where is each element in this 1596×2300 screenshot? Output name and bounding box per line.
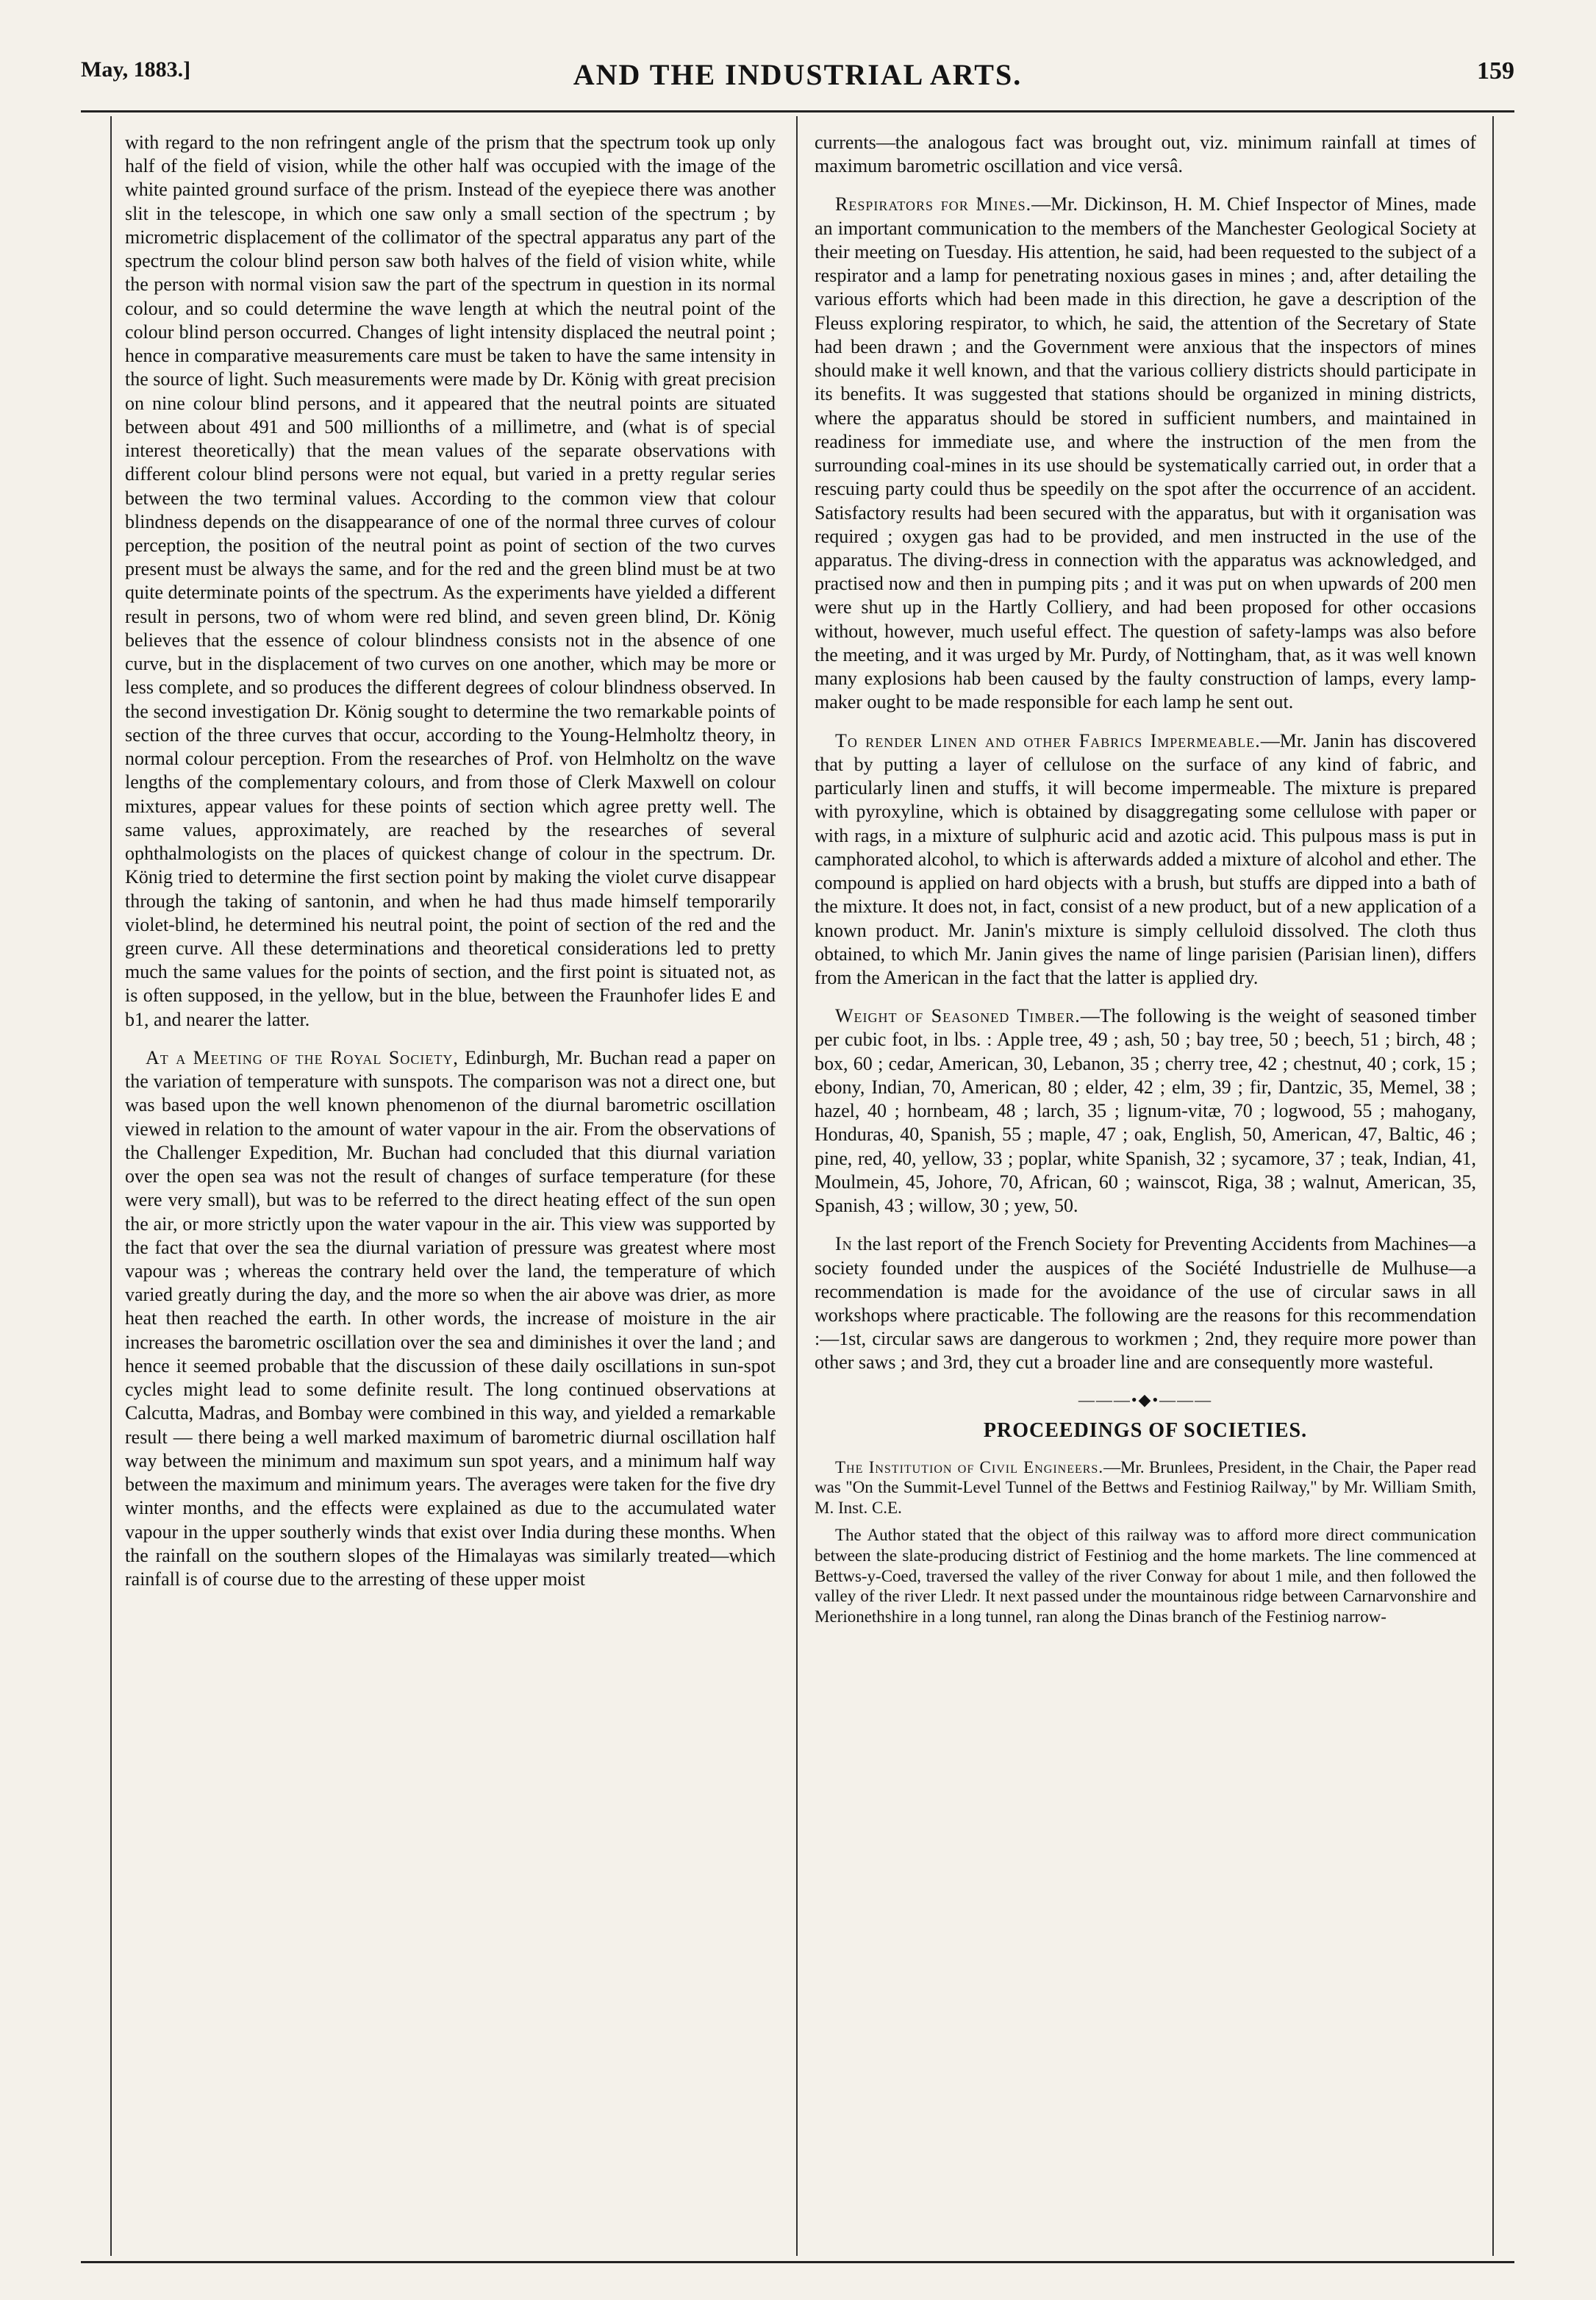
column-divider (796, 116, 798, 2256)
royal-society-body: Edinburgh, Mr. Buchan read a paper on the variation of temperature with sunspots. The comparison was not a direct one, but was based upon the well known phenomenon of the diurnal barometric oscillation viewed in relation to the amount of water vapour in the air. From the observations of the Challenger Expedition, Mr. Buchan had concluded that this diurnal variation over the open sea was not the result of changes of surface temperature (for these were very small), but was to be referred to the direct heating effect of the sun open the air, or more strictly upon the water vapour in the air. This view was supported by the fact that over the sea the diurnal variation of pressure was greatest where most vapour was ; whereas the contrary held over the land, the temperature of which varied greatly during the day, and the more so when the air above was drier, as more heat then reached the earth. In other words, the increase of moisture in the air increases the barometric oscillation over the sea and diminishes it over the land ; and hence it seemed probable that the discussion of these daily oscillations in sun-spot cycles might lead to some definite result. The long continued observations at Calcutta, Madras, and Bombay were combined in this way, and yielded a remarkable result — there being a well marked maximum of barometric diurnal oscillation half way between the minimum and maximum sun spot years, and a minimum half way between the maximum and minimum years. The averages were taken for the five dry winter months, and the effects were explained as due to the accumulated water vapour in the upper southerly winds that exist over India during these months. When the rainfall on the southern slopes of the Himalayas was similarly treated—which rainfall is of course due to the arresting of these upper moist (125, 1046, 776, 1590)
section-title: PROCEEDINGS OF SOCIETIES. (983, 1418, 1308, 1442)
respirators-lead: Respirators for Mines. (835, 193, 1032, 215)
proceedings-block (815, 1457, 1476, 1627)
timber-body: —The following is the weight of seasoned timber per cubic foot, in lbs. : Apple tree, 49 ; ash, 50 ; bay tree, 50 ; beech, 51 ; birch, 48 ; box, 60 ; cedar, American, 30, Lebanon, 35 ; cherry tree, 42 ; chestnut, 40 ; cork, 15 ; ebony, Indian, 70, American, 80 ; elder, 42 ; elm, 39 ; fir, Dantzic, 35, Memel, 38 ; hazel, 40 ; hornbeam, 48 ; larch, 35 ; lignum-vitæ, 70 ; logwood, 55 ; mahogany, Honduras, 40, Spanish, 55 ; maple, 47 ; oak, English, 50, American, 47, Baltic, 46 ; pine, red, 40, yellow, 33 ; poplar, white Spanish, 32 ; sycamore, 37 ; teak, Indian, 41, Moulmein, 45, Johore, 70, African, 60 ; wainscot, Riga, 38 ; walnut, American, 35, Spanish, 43 ; willow, 30 ; yew, 50. (815, 1005, 1476, 1217)
railway-paragraph: The Author stated that the object of this railway was to afford more direct communication between the slate-producing district of Festiniog and the home markets. The line commenced at Bettws-y-Coed, traversed the valley of the river Conway for about 1 mile, and then followed the valley of the river Lledr. It next passed under the mountainous ridge between Carnarvonshire and Merionethshire in a long tunnel, ran along the Dinas branch of the Festiniog narrow- (815, 1526, 1476, 1626)
civil-engineers-body: —Mr. Brunlees, President, in the Chair, the Paper read was "On the Summit-Level Tunnel of the Bettws and Festiniog Railway," by Mr. William Smith, M. Inst. C.E. (815, 1457, 1476, 1517)
seasoned-timber-paragraph (815, 1004, 1476, 1218)
right-border-line (1492, 116, 1494, 2256)
saws-lead: In (835, 1233, 853, 1255)
page-header (81, 57, 1514, 101)
royal-society-lead: At a Meeting of the Royal Society, (146, 1046, 459, 1068)
respirators-paragraph (815, 193, 1476, 714)
timber-lead: Weight of Seasoned Timber. (835, 1005, 1081, 1027)
running-title: AND THE INDUSTRIAL ARTS. (573, 58, 1023, 91)
respirators-body: —Mr. Dickinson, H. M. Chief Inspector of Mines, made an important communication to the members of the Manchester Geological Society at their meeting on Tuesday. His attention, he said, had been requested to the subject of a respirator and a lamp for penetrating noxious gases in mines ; and, after detailing the various efforts which had been made in this direction, he gave a description of the Fleuss exploring respirator, to which, he said, the attention of the Secretary of State had been drawn ; and the Government were anxious that the inspectors of mines should make it well known, and that the various colliery districts should participate in its benefits. It was suggested that stations should be organized in mining districts, where the apparatus should be stored in sufficient numbers, and maintained in readiness for immediate use, and where the instruction of the men from the surrounding coal-mines in its use should be systematically carried out, in order that a rescuing party could thus be speedily on the spot after the occurrence of an accident. Satisfactory results had been secured with the apparatus, but with it organisation was required ; oxygen gas had to be provided, and men instructed in the use of the apparatus. The diving-dress in connection with the apparatus was acknowledged, and practised now and then in pumping pits ; and it was put on when upwards of 200 men were shut up in the Hartly Colliery, and had been proposed for other occasions without, however, much useful effect. The question of safety-lamps was also before the meeting, and it was urged by Mr. Purdy, of Nottingham, that, as it was well known many explosions hab been caused by the faulty construction of lamps, every lamp-maker ought to be made responsible for each lamp he sent out. (815, 193, 1476, 713)
left-border-line (110, 116, 112, 2256)
civil-engineers-lead: The Institution of Civil Engineers. (835, 1457, 1104, 1476)
currents-paragraph: currents—the analogous fact was brought out, viz. minimum rainfall at times of maximum barometric oscillation and vice versâ. (815, 132, 1476, 177)
left-column (125, 131, 776, 2256)
header-rule (81, 110, 1514, 113)
impermeable-lead: To render Linen and other Fabrics Impermeable. (835, 729, 1261, 751)
footer-rule (81, 2261, 1514, 2263)
civil-engineers-paragraph (815, 1457, 1476, 1518)
saws-body: the last report of the French Society for Preventing Accidents from Machines—a society founded under the auspices of the Société Industrielle de Mulhuse—a recommendation is made for the avoidance of the use of circular saws in all workshops where practicable. The following are the reasons for this recommendation :—1st, circular saws are dangerous to workmen ; 2nd, they require more power than other saws ; and 3rd, they cut a broader line and are consequently more wasteful. (815, 1233, 1476, 1374)
impermeable-body: —Mr. Janin has discovered that by putting a layer of cellulose on the surface of any kind of fabric, and particularly linen and stuffs, it will become impermeable. The mixture is prepared with pyroxyline, which is obtained by disaggregating some cellulose with paper or with rags, in a mixture of sulphuric acid and azotic acid. This pulpous mass is put in camphorated alcohol, to which is afterwards added a mixture of alcohol and ether. The compound is applied on hard objects with a brush, but stuffs are dipped into a bath of the mixture. It does not, in fact, consist of a new product, but of a new application of a known product. Mr. Janin's mixture is simply celluloid dissolved. The cloth thus obtained, to which Mr. Janin gives the name of linge parisien (Parisian linen), differs from the American in the fact that the latter is applied dry. (815, 729, 1476, 988)
impermeable-fabrics-paragraph (815, 729, 1476, 990)
royal-society-paragraph (125, 1046, 776, 1591)
colour-blindness-paragraph: with regard to the non refringent angle of the prism that the spectrum took up only half of the field of vision, while the other half was occupied with the image of the white painted ground surface of the prism. Instead of the eyepiece there was another slit in the telescope, in which one saw only a small section of the spectrum ; by micrometric displacement of the collimator of the spectral apparatus any part of the spectrum the colour blind person saw both halves of the field of vision white, while the person with normal vision saw the part of the spectrum in question in its normal colour, and so could determine the wave length at which the neutral point of the colour blind person occurred. Changes of light intensity displaced the neutral point ; hence in comparative measurements care must be taken to have the same intensity in the source of light. Such measurements were made by Dr. König with great precision on nine colour blind persons, and it appeared that the neutral points are situated between about 491 and 500 millionths of a millimetre, and (what is of special interest theoretically) that the mean values of the separate observations with different colour blind persons were not equal, but varied in a pretty regular series between the two terminal values. According to the common view that colour blindness depends on the disappearance of one of the normal three curves of colour perception, the position of the neutral point as point of section of the two curves present must be always the same, and for the red and the green blind must be at two quite determinate points of the spectrum. As the experiments have yielded a different result in persons, two of whom were red blind, and seven green blind, Dr. König believes that the essence of colour blindness consists not in the absence of one curve, but in the displacement of two curves on one another, which may be more or less complete, and so produces the different degrees of colour blindness observed. In the second investigation Dr. König sought to determine the two remarkable points of section of the three curves that occur, according to the Young-Helmholtz theory, in normal colour perception. From the researches of Prof. von Helmholtz on the wave lengths of the complementary colours, and from those of Clerk Maxwell on colour mixtures, appear values for these points of section which agree pretty well. The same values, approximately, are reached by the researches of several ophthalmologists on the places of quickest change of colour in the spectrum. Dr. König tried to determine the first section point by making the violet curve disappear through the taking of santonin, and when he had thus made himself temporarily violet-blind, he determined his neutral point, the point of section of the red and the green curve. All these determinations and theoretical considerations led to pretty much the same values for the points of section, and the first point is situated not, as is often supposed, in the yellow, but in the blue, between the Fraunhofer lides E and b1, and nearer the latter. (125, 132, 776, 1030)
right-column (815, 131, 1476, 2256)
circular-saws-paragraph (815, 1232, 1476, 1374)
section-ornament: ———•◆•——— (1078, 1390, 1213, 1409)
header-date: May, 1883.] (81, 57, 191, 82)
page-number: 159 (1477, 57, 1514, 85)
